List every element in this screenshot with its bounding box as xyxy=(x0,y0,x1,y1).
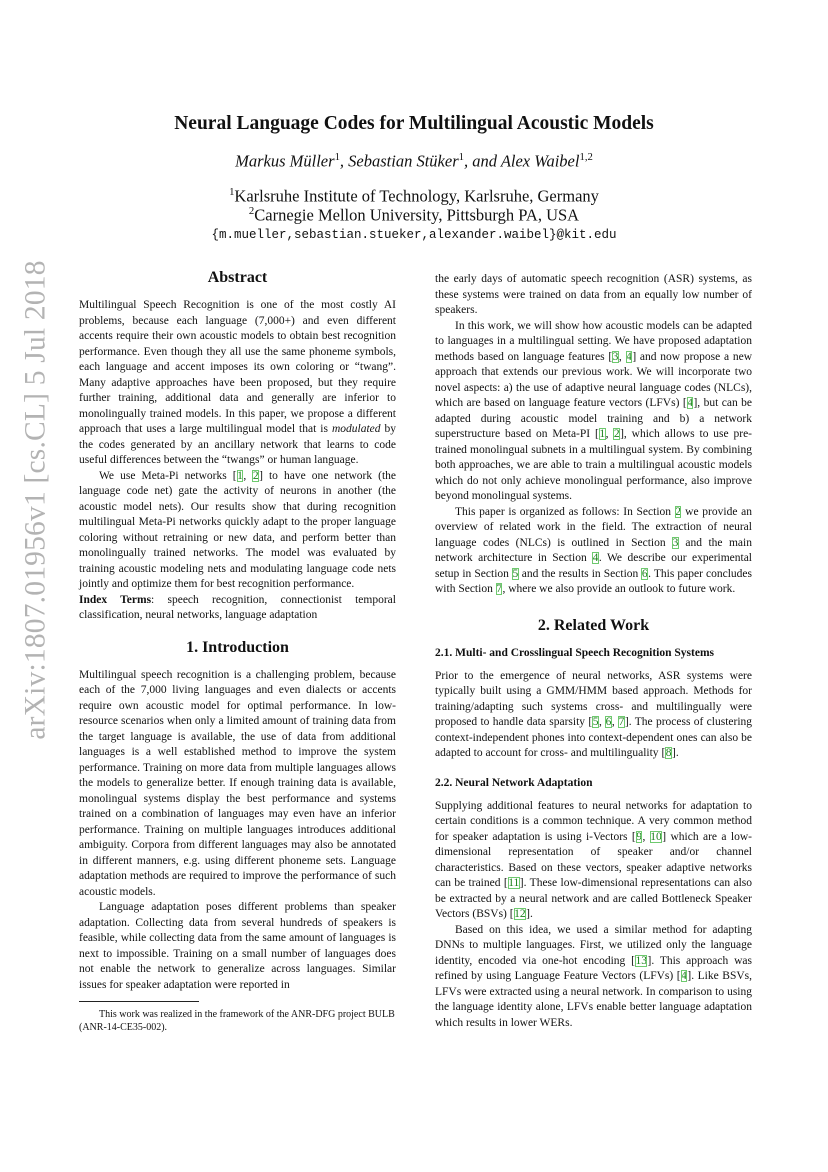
footnote-rule xyxy=(79,1001,199,1002)
citation-link[interactable]: 1 xyxy=(599,428,606,440)
section-link[interactable]: 7 xyxy=(496,583,502,595)
text-run: . The process of clustering context-independent phones into context-dependent ones can also be adapted to account for cross- and multilinguality xyxy=(435,716,753,759)
right-column xyxy=(435,272,752,1031)
text-run: . xyxy=(529,908,533,920)
introduction-heading: 1. Introduction xyxy=(186,638,289,656)
intro-paragraph xyxy=(435,505,752,598)
related-paragraph: Based on this idea, we used a similar method for adapting DNNs to multiple languages. First, we utilized only the language identity, encoded via one-hot encoding [13]. This approach was refined by using Language Feature Vectors (LFVs) [4]. Like BSVs, LFVs were extracted using a neural network. In comparison to using the language identity alone, LFVs enable better language adaptation which results in lower WERs. xyxy=(435,923,753,1029)
text-run: . These low-dimensional representations can also be extracted by a neural network and are called Bottleneck Speaker Vectors (BSVs) xyxy=(435,877,752,920)
intro-paragraph: In this work, we will show how acoustic models can be adapted to languages in a multilingual setting. We have proposed adaptation methods based on language features [3, 4] and now propose a new approach that extends our previous work. We will incorporate two novel aspects: a) the use of adaptive neural language codes (NLCs), which are based on language feature vectors (LFVs) [4], but can be adapted during acoustic model training and b) a network superstructure based on Meta-PI [1, 2], which allows to use pre-trained monolingual subnets in a multilingual system. By combining both approaches, we are able to train a multilingual acoustic models which do not only achieve monolingual performance, also improve beyond monolingual systems. xyxy=(435,319,753,502)
author-emails: {m.mueller,sebastian.stueker,alexander.waibel}@kit.edu xyxy=(211,228,617,242)
related-paragraph: Prior to the emergence of neural networks, ASR systems were typically built using a GMM/HMM based approach. Methods for training/adapting such systems cross- and multilingually were proposed to handle data sparsity [5, 6, 7]. The process of clustering context-independent phones into context-dependent ones can also be adapted to account for cross- and multilinguality [8]. xyxy=(435,669,753,759)
text-run: . xyxy=(675,747,679,759)
text-run: and the main network architecture in Section xyxy=(435,536,752,564)
citation-link[interactable]: 4 xyxy=(626,350,632,363)
citation-link[interactable]: 9 xyxy=(636,830,642,843)
author-separator: , and xyxy=(463,151,501,171)
left-column xyxy=(79,268,396,1034)
abstract-paragraph xyxy=(79,298,396,469)
section-link[interactable]: 2 xyxy=(675,505,681,518)
citation-link[interactable]: 2 xyxy=(252,469,259,482)
text-run: to have one network (the language code net) gate the activity of neurons in another (the acoustic model nets). Our results show that during recognition multilingual Meta-Pi networks quickly adapt to the proper language coloring without retraining or new data, and perform better than monolingually trained networks. The model was evaluated by training acoustic modeling nets and modulating language code nets jointly and optimize them for best recognition performance. xyxy=(79,469,397,590)
paper-title: Neural Language Codes for Multilingual Acoustic Models xyxy=(174,113,654,134)
subsection-heading: 2.1. Multi- and Crosslingual Speech Recognition Systems xyxy=(435,646,715,659)
affiliation xyxy=(0,205,828,226)
text-run: and now propose a new approach that extends our previous work. We will incorporate two novel aspects: a) the use of adaptive neural language codes (NLCs), which are based on language feature vectors (LFVs) xyxy=(435,350,753,409)
text-run: . We describe our experimental setup in Section xyxy=(435,552,753,580)
affiliation xyxy=(0,186,828,207)
section-link[interactable]: 5 xyxy=(512,567,519,580)
citation-link[interactable]: 10 xyxy=(650,830,662,843)
text-run: We use Meta-Pi networks xyxy=(99,469,233,482)
citation-link[interactable]: 11 xyxy=(508,877,520,889)
footnote: This work was realized in the framework of the ANR-DFG project BULB (ANR-14-CE35-002). xyxy=(79,1009,395,1033)
citation-link[interactable]: 7 xyxy=(618,716,625,728)
text-run: Supplying additional features to neural networks for adaptation to certain conditions is a common technique. A very common method for speaker adaptation is using i-Vectors xyxy=(435,799,752,843)
text-run: . This approach was refined by using Language Feature Vectors (LFVs) xyxy=(435,954,752,982)
author-name: Markus Müller xyxy=(235,151,335,171)
emphasis: modulated xyxy=(331,423,381,435)
section-link[interactable]: 6 xyxy=(641,567,648,580)
related-paragraph: Supplying additional features to neural networks for adaptation to certain conditions is a common technique. A very common method for speaker adaptation is using i-Vectors [9, 10] which are a low-dimensional representation of speaker and/or channel characteristics. Based on these vectors, speaker adaptive networks can be trained [11]. These low-dimensional representations can also be extracted by a neural network and are called Bottleneck Speaker Vectors (BSVs) [12]. xyxy=(435,799,753,920)
subsection-heading: 2.2. Neural Network Adaptation xyxy=(435,776,593,789)
text-run: which are a low-dimensional representation of speaker and/or channel characteristics. Based on these vectors, speaker adaptive networks can be trained xyxy=(435,830,753,889)
index-terms xyxy=(79,593,396,624)
affil-marker: 2 xyxy=(248,205,255,217)
abstract-heading: Abstract xyxy=(207,269,268,286)
citation-link[interactable]: 1 xyxy=(237,469,243,482)
text-run: Prior to the emergence of neural networks, ASR systems were typically built using a GMM/HMM based approach. Methods for training/adapting such systems cross- and multilingually were proposed to handle data sparsity xyxy=(435,669,752,728)
citation-link[interactable]: 5 xyxy=(592,716,599,728)
affil-text: Karlsruhe Institute of Technology, Karlsruhe, Germany xyxy=(234,186,599,206)
citation-link[interactable]: 2 xyxy=(613,428,620,440)
author-separator: , xyxy=(339,151,349,171)
author-affil-marker: 1 xyxy=(458,151,464,163)
author-affil-marker: 1,2 xyxy=(579,151,593,163)
author-name: Alex Waibel xyxy=(500,151,580,171)
affil-marker: 1 xyxy=(229,186,235,198)
arxiv-identifier-stamp[interactable]: arXiv:1807.01956v1 [cs.CL] 5 Jul 2018 xyxy=(19,260,52,740)
text-run: Based on this idea, we used a similar method for adapting DNNs to multiple languages. First, we utilized only the language identity, encoded via one-hot encoding xyxy=(435,923,752,967)
text-run: and the results in Section xyxy=(518,567,642,580)
text-run: , but can be adapted during acoustic model training and b) a network superstructure based on Meta-PI xyxy=(435,397,752,440)
citation-link[interactable]: 3 xyxy=(612,350,619,363)
text-run: . This paper concludes with Section xyxy=(435,567,752,595)
text-run: This paper is organized as follows: In Section xyxy=(455,505,675,518)
citation-link[interactable]: 8 xyxy=(665,747,672,759)
citation-link[interactable]: 6 xyxy=(605,716,612,728)
index-terms-label: Index Terms xyxy=(79,593,152,606)
intro-paragraph: Language adaptation poses different problems than speaker adaptation. Collecting data from several hundreds of speakers is feasible, while collecting data from the same amount of languages is next to impossible. Training on a small number of languages does not enable the network to generalize across languages. Similar issues for speaker adaptation were reported in xyxy=(79,901,396,991)
text-run: , where we also provide an outlook to future work. xyxy=(502,583,736,595)
text-run: we provide an overview of related work in the field. The extraction of neural language codes (NLCs) is outlined in Section xyxy=(435,505,752,549)
citation-link[interactable]: 4 xyxy=(681,970,687,982)
section-link[interactable]: 3 xyxy=(672,536,679,549)
author-name: Sebastian Stüker xyxy=(348,151,459,171)
index-terms-text: : speech recognition, connectionist temporal classification, neural networks, language adaptation xyxy=(79,593,396,621)
text-run: by the codes generated by an ancillary network that learns to code useful differences between the “twangs” or human language. xyxy=(79,423,396,466)
citation-link[interactable]: 4 xyxy=(687,397,693,409)
section-link[interactable]: 4 xyxy=(592,552,599,564)
related-work-heading: 2. Related Work xyxy=(537,616,650,634)
text-run: Multilingual Speech Recognition is one of the most costly AI problems, because each language (7,000+) and even different accents require their own acoustic models to obtain best recognition performance. Even though they all use the same phoneme symbols, each language and accent imposes its own coloring or “twang”. Many adaptive approaches have been proposed, but they require further training, additional data and generally are inferior to monolingually trained models. In this paper, we propose a different approach that uses a large multilingual model that is xyxy=(79,299,396,435)
intro-paragraph: Multilingual speech recognition is a challenging problem, because each of the 7,000 living languages and even dialects or accents require own acoustic model for optimal performance. In low-resource scenarios when only a limited amount of training data from the target language is available, the use of data from additional languages is a well established method to improve the system performance. Training on more data from multiple languages allows the models to generalize better. If enough training data is available, monolingual systems display the best performance and systems trained on a combination of languages may even have an inferior performance. Training on multiple languages introduces additional ambiguity. Corpora from different languages may also be annotated in different manners, e.g. using different phoneme sets. Language adaptation methods are required to improve the performance of such acoustic models. xyxy=(79,668,396,898)
text-run: In this work, we will show how acoustic models can be adapted to languages in a multilingual setting. We have proposed adaptation methods based on language features xyxy=(435,319,752,363)
author-affil-marker: 1 xyxy=(334,151,340,163)
abstract-paragraph: We use Meta-Pi networks [1, 2] to have one network (the language code net) gate the activity of neurons in another (the acoustic model nets). Our results show that during recognition multilingual Meta-Pi networks quickly adapt to the proper language coloring without retraining or new data, and perform better than monolingually trained networks. The model was evaluated by training acoustic modeling nets and modulating language code nets jointly and optimize them for best recognition performance. xyxy=(79,469,397,590)
citation-link[interactable]: 12 xyxy=(514,908,526,920)
text-run: . Like BSVs, LFVs were extracted using a neural network. In comparison to using the language identity alone, LFVs enable better language adaptation which results in lower WERs. xyxy=(435,970,753,1029)
intro-paragraph-continued: the early days of automatic speech recognition (ASR) systems, as these systems were trained on data from an equally low number of speakers. xyxy=(435,273,752,316)
text-run: , which allows to use pre-trained monolingual subnets in a multilingual system. By combining both approaches, we are able to train a multilingual acoustic models which do not only achieve monolingual performance, also improve beyond monolingual systems. xyxy=(435,428,753,502)
affil-text: Carnegie Mellon University, Pittsburgh PA, USA xyxy=(254,205,580,225)
author-list xyxy=(0,151,828,172)
citation-link[interactable]: 13 xyxy=(635,954,647,967)
